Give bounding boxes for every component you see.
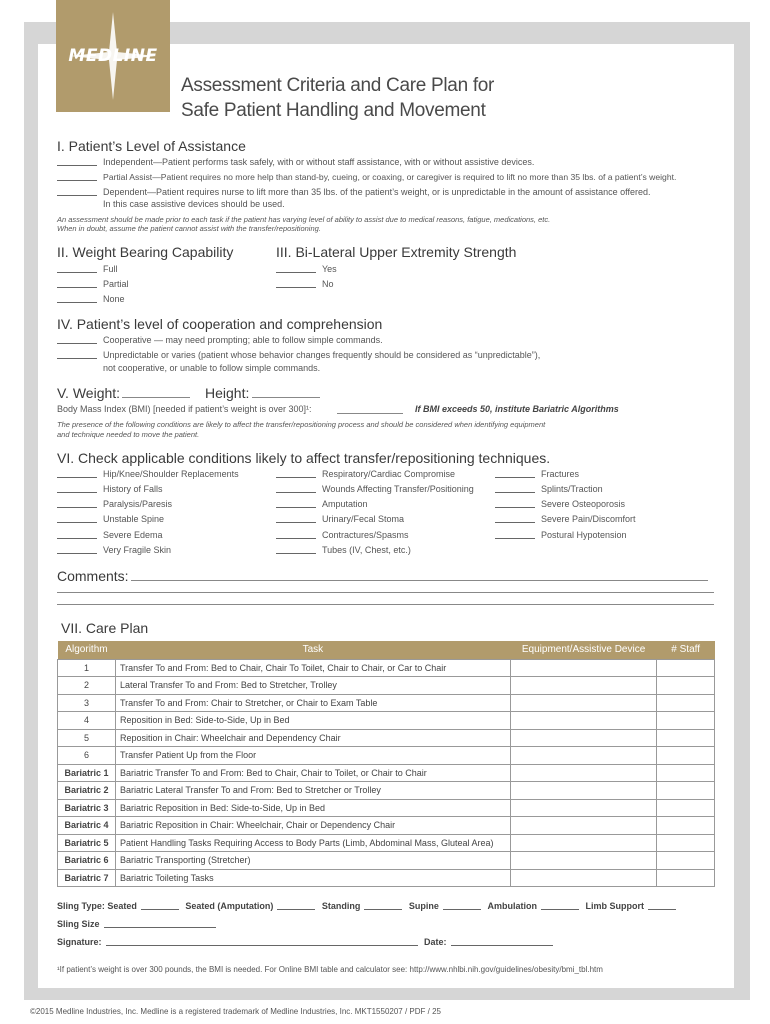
blank-line[interactable] bbox=[57, 165, 97, 166]
cond-falls bbox=[57, 484, 163, 494]
equipment-cell[interactable] bbox=[510, 694, 656, 712]
item-label: Tubes (IV, Chest, etc.) bbox=[322, 545, 411, 555]
task-cell: Bariatric Lateral Transfer To and From: Bed to Stretcher or Trolley bbox=[115, 782, 510, 800]
coop-cont: not cooperative, or unable to follow simple commands. bbox=[103, 363, 321, 373]
table-header-row bbox=[58, 641, 715, 659]
cond-spine bbox=[57, 514, 164, 524]
staff-cell[interactable] bbox=[657, 659, 715, 677]
item-label: Cooperative — may need prompting; able to follow simple commands. bbox=[103, 335, 383, 345]
task-cell: Bariatric Reposition in Chair: Wheelchair, Chair or Dependency Chair bbox=[115, 817, 510, 835]
height-field[interactable] bbox=[252, 397, 320, 398]
cond-splints bbox=[495, 484, 603, 494]
weight-full bbox=[57, 264, 118, 274]
blank-line[interactable] bbox=[57, 272, 97, 273]
table-row bbox=[58, 799, 715, 817]
form-title bbox=[181, 73, 494, 123]
staff-cell[interactable] bbox=[657, 799, 715, 817]
task-cell: Bariatric Transfer To and From: Bed to Chair, Chair to Toilet, or Chair to Chair bbox=[115, 764, 510, 782]
strength-yes bbox=[276, 264, 337, 274]
equipment-cell[interactable] bbox=[510, 712, 656, 730]
cond-contractures bbox=[276, 530, 409, 540]
care-plan-table bbox=[57, 641, 715, 887]
algorithm-cell: 1 bbox=[58, 659, 116, 677]
blank-line[interactable] bbox=[276, 553, 316, 554]
coop-unpredictable bbox=[57, 350, 540, 360]
header-algorithm: Algorithm bbox=[58, 641, 116, 659]
blank-line[interactable] bbox=[57, 195, 97, 196]
blank-line[interactable] bbox=[57, 492, 97, 493]
medline-logo bbox=[56, 0, 170, 112]
task-cell: Bariatric Toileting Tasks bbox=[115, 869, 510, 887]
item-label: Unstable Spine bbox=[103, 514, 165, 524]
blank-line[interactable] bbox=[276, 287, 316, 288]
weight-partial bbox=[57, 279, 129, 289]
table-row bbox=[58, 729, 715, 747]
item-label: Contractures/Spasms bbox=[322, 530, 409, 540]
staff-cell[interactable] bbox=[657, 677, 715, 695]
comments-line-2[interactable] bbox=[57, 592, 714, 593]
item-label: Partial bbox=[103, 279, 129, 289]
blank-line[interactable] bbox=[495, 538, 535, 539]
algorithm-cell: 4 bbox=[58, 712, 116, 730]
blank-line[interactable] bbox=[495, 492, 535, 493]
algorithm-cell: 5 bbox=[58, 729, 116, 747]
blank-line[interactable] bbox=[57, 553, 97, 554]
header-task: Task bbox=[115, 641, 510, 659]
comments-label: Comments: bbox=[57, 568, 129, 584]
cond-amputation bbox=[276, 499, 368, 509]
table-row bbox=[58, 869, 715, 887]
algorithm-cell: Bariatric 5 bbox=[58, 834, 116, 852]
blank-line[interactable] bbox=[57, 477, 97, 478]
blank-line[interactable] bbox=[276, 492, 316, 493]
sling-seated-amp-label: Seated (Amputation) bbox=[185, 901, 274, 911]
weight-label: V. Weight: bbox=[57, 385, 121, 401]
signature-label: Signature: bbox=[57, 937, 102, 947]
coop-cooperative bbox=[57, 335, 383, 345]
blank-line[interactable] bbox=[276, 477, 316, 478]
blank-line[interactable] bbox=[57, 507, 97, 508]
staff-cell[interactable] bbox=[657, 712, 715, 730]
equipment-cell[interactable] bbox=[510, 869, 656, 887]
signature-row bbox=[57, 937, 557, 947]
task-cell: Transfer To and From: Chair to Stretcher, or Chair to Exam Table bbox=[115, 694, 510, 712]
item-label: Hip/Knee/Shoulder Replacements bbox=[103, 469, 239, 479]
equipment-cell[interactable] bbox=[510, 834, 656, 852]
sling-ambulation-field[interactable] bbox=[541, 909, 579, 910]
signature-field[interactable] bbox=[106, 945, 418, 946]
bmi-note: If BMI exceeds 50, institute Bariatric Algorithms bbox=[415, 404, 619, 414]
cond-hip-knee bbox=[57, 469, 239, 479]
footnote: ¹If patient’s weight is over 300 pounds, the BMI is needed. For Online BMI table and calculator see: http://www.nhlbi.nih.gov/guidelines/obesity/bmi_tbl.htm bbox=[57, 965, 603, 974]
algorithm-cell: 2 bbox=[58, 677, 116, 695]
equipment-cell[interactable] bbox=[510, 852, 656, 870]
item-label: Paralysis/Paresis bbox=[103, 499, 173, 509]
item-label: Very Fragile Skin bbox=[103, 545, 172, 555]
algorithm-cell: Bariatric 7 bbox=[58, 869, 116, 887]
section-7-heading: VII. Care Plan bbox=[61, 620, 149, 636]
comments-line-1[interactable] bbox=[131, 580, 708, 581]
blank-line[interactable] bbox=[276, 522, 316, 523]
cond-stoma bbox=[276, 514, 404, 524]
equipment-cell[interactable] bbox=[510, 764, 656, 782]
staff-cell[interactable] bbox=[657, 764, 715, 782]
blank-line[interactable] bbox=[57, 522, 97, 523]
cond-osteoporosis bbox=[495, 499, 625, 509]
item-label: Severe Pain/Discomfort bbox=[541, 514, 636, 524]
item-label: Unpredictable or varies (patient whose behavior changes frequently should be considered as “unpredictable”), bbox=[103, 350, 541, 360]
bmi-label: Body Mass Index (BMI) [needed if patient’s weight is over 300]¹: bbox=[57, 404, 312, 414]
table-row bbox=[58, 764, 715, 782]
equipment-cell[interactable] bbox=[510, 799, 656, 817]
table-row bbox=[58, 694, 715, 712]
header-equipment: Equipment/Assistive Device bbox=[510, 641, 656, 659]
sling-type-row bbox=[57, 901, 680, 911]
item-label: Severe Osteoporosis bbox=[541, 499, 626, 509]
sling-seated-field[interactable] bbox=[141, 909, 179, 910]
sling-type-label: Sling Type: Seated bbox=[57, 901, 137, 911]
item-label: Amputation bbox=[322, 499, 368, 509]
table-row bbox=[58, 677, 715, 695]
item-label: Independent—Patient performs task safely, with or without staff assistance, with or without assistive devices. bbox=[103, 157, 535, 167]
item-label: History of Falls bbox=[103, 484, 163, 494]
algorithm-cell: 6 bbox=[58, 747, 116, 765]
algorithm-cell: 3 bbox=[58, 694, 116, 712]
item-label: Fractures bbox=[541, 469, 580, 479]
strength-no bbox=[276, 279, 334, 289]
copyright: ©2015 Medline Industries, Inc. Medline is a registered trademark of Medline Industries, Inc. MKT1550207 / PDF / 25 bbox=[30, 1007, 441, 1016]
cond-paralysis bbox=[57, 499, 172, 509]
equipment-cell[interactable] bbox=[510, 747, 656, 765]
cond-tubes bbox=[276, 545, 411, 555]
item-label: Respiratory/Cardiac Compromise bbox=[322, 469, 456, 479]
section-4-heading: IV. Patient’s level of cooperation and comprehension bbox=[57, 316, 383, 332]
equipment-cell[interactable] bbox=[510, 729, 656, 747]
algorithm-cell: Bariatric 6 bbox=[58, 852, 116, 870]
date-label: Date: bbox=[424, 937, 447, 947]
sling-seated-amp-field[interactable] bbox=[277, 909, 315, 910]
item-label: No bbox=[322, 279, 334, 289]
cond-fractures bbox=[495, 469, 579, 479]
table-row bbox=[58, 782, 715, 800]
equipment-cell[interactable] bbox=[510, 782, 656, 800]
sling-ambulation-label: Ambulation bbox=[487, 901, 537, 911]
cond-skin bbox=[57, 545, 171, 555]
blank-line[interactable] bbox=[57, 287, 97, 288]
blank-line[interactable] bbox=[57, 180, 97, 181]
blank-line[interactable] bbox=[495, 507, 535, 508]
weight-none bbox=[57, 294, 125, 304]
item-label: Yes bbox=[322, 264, 337, 274]
table-row bbox=[58, 747, 715, 765]
task-cell: Lateral Transfer To and From: Bed to Stretcher, Trolley bbox=[115, 677, 510, 695]
algorithm-cell: Bariatric 3 bbox=[58, 799, 116, 817]
table-row bbox=[58, 817, 715, 835]
item-label: Full bbox=[103, 264, 118, 274]
sling-standing-label: Standing bbox=[321, 901, 361, 911]
blank-line[interactable] bbox=[57, 302, 97, 303]
sling-supine-field[interactable] bbox=[443, 909, 481, 910]
section-3-heading: III. Bi-Lateral Upper Extremity Strength bbox=[276, 244, 517, 260]
item-label: Dependent—Patient requires nurse to lift more than 35 lbs. of the patient’s weight, or is unpredictable in the amount of assistance offered. bbox=[103, 187, 651, 197]
item-label: Splints/Traction bbox=[541, 484, 603, 494]
assist-dependent bbox=[57, 187, 651, 197]
height-label: Height: bbox=[205, 385, 250, 401]
title-line-1: Assessment Criteria and Care Plan for bbox=[181, 75, 495, 96]
item-label: Wounds Affecting Transfer/Positioning bbox=[322, 484, 474, 494]
blank-line[interactable] bbox=[57, 538, 97, 539]
algorithm-cell: Bariatric 4 bbox=[58, 817, 116, 835]
item-label: None bbox=[103, 294, 125, 304]
item-label: Postural Hypotension bbox=[541, 530, 627, 540]
algorithm-cell: Bariatric 1 bbox=[58, 764, 116, 782]
sling-size-row bbox=[57, 919, 220, 929]
staff-cell[interactable] bbox=[657, 817, 715, 835]
comments-line-3[interactable] bbox=[57, 604, 714, 605]
equipment-cell[interactable] bbox=[510, 677, 656, 695]
task-cell: Reposition in Bed: Side-to-Side, Up in Bed bbox=[115, 712, 510, 730]
staff-cell[interactable] bbox=[657, 852, 715, 870]
header-staff: # Staff bbox=[657, 641, 715, 659]
table-row bbox=[58, 712, 715, 730]
bmi-field[interactable] bbox=[337, 413, 403, 414]
algorithm-cell: Bariatric 2 bbox=[58, 782, 116, 800]
staff-cell[interactable] bbox=[657, 694, 715, 712]
table-row bbox=[58, 659, 715, 677]
blank-line[interactable] bbox=[57, 343, 97, 344]
cond-hypotension bbox=[495, 530, 627, 540]
item-label: Urinary/Fecal Stoma bbox=[322, 514, 405, 524]
staff-cell[interactable] bbox=[657, 869, 715, 887]
logo-text: MEDLINE bbox=[68, 46, 158, 66]
equipment-cell[interactable] bbox=[510, 817, 656, 835]
assist-independent bbox=[57, 157, 534, 167]
conditions-note-1: The presence of the following conditions are likely to affect the transfer/repositioning process and should be considered when identifying equipment bbox=[57, 420, 546, 429]
blank-line[interactable] bbox=[276, 538, 316, 539]
blank-line[interactable] bbox=[495, 477, 535, 478]
cond-pain bbox=[495, 514, 636, 524]
section-6-heading: VI. Check applicable conditions likely to affect transfer/repositioning techniques. bbox=[57, 450, 551, 466]
title-line-2: Safe Patient Handling and Movement bbox=[181, 100, 486, 121]
assessment-note-2: When in doubt, assume the patient cannot assist with the transfer/repositioning. bbox=[57, 224, 321, 233]
conditions-note-2: and technique needed to move the patient. bbox=[57, 430, 200, 439]
staff-cell[interactable] bbox=[657, 729, 715, 747]
equipment-cell[interactable] bbox=[510, 659, 656, 677]
sling-size-label: Sling Size bbox=[57, 919, 100, 929]
assist-dependent-cont: In this case assistive devices should be used. bbox=[103, 199, 285, 209]
task-cell: Bariatric Reposition in Bed: Side-to-Side, Up in Bed bbox=[115, 799, 510, 817]
blank-line[interactable] bbox=[57, 358, 97, 359]
task-cell: Reposition in Chair: Wheelchair and Dependency Chair bbox=[115, 729, 510, 747]
sling-limb-field[interactable] bbox=[648, 909, 676, 910]
staff-cell[interactable] bbox=[657, 747, 715, 765]
staff-cell[interactable] bbox=[657, 834, 715, 852]
task-cell: Transfer To and From: Bed to Chair, Chair To Toilet, Chair to Chair, or Car to Chair bbox=[115, 659, 510, 677]
staff-cell[interactable] bbox=[657, 782, 715, 800]
blank-line[interactable] bbox=[495, 522, 535, 523]
table-row bbox=[58, 834, 715, 852]
cond-wounds bbox=[276, 484, 474, 494]
cond-edema bbox=[57, 530, 163, 540]
section-1-heading: I. Patient’s Level of Assistance bbox=[57, 138, 246, 154]
item-label: Partial Assist—Patient requires no more help than stand-by, cueing, or coaxing, or caregiver is required to lift no more than 35 lbs. of a patient’s weight. bbox=[103, 172, 677, 182]
task-cell: Transfer Patient Up from the Floor bbox=[115, 747, 510, 765]
sling-standing-field[interactable] bbox=[364, 909, 402, 910]
date-field[interactable] bbox=[451, 945, 553, 946]
sling-supine-label: Supine bbox=[408, 901, 439, 911]
assist-partial bbox=[57, 172, 676, 182]
weight-field[interactable] bbox=[122, 397, 190, 398]
cond-respiratory bbox=[276, 469, 455, 479]
item-label: Severe Edema bbox=[103, 530, 163, 540]
sling-limb-label: Limb Support bbox=[585, 901, 644, 911]
sling-size-field[interactable] bbox=[104, 927, 216, 928]
table-row bbox=[58, 852, 715, 870]
task-cell: Patient Handling Tasks Requiring Access to Body Parts (Limb, Abdominal Mass, Gluteal Area) bbox=[115, 834, 510, 852]
task-cell: Bariatric Transporting (Stretcher) bbox=[115, 852, 510, 870]
blank-line[interactable] bbox=[276, 507, 316, 508]
blank-line[interactable] bbox=[276, 272, 316, 273]
assessment-note-1: An assessment should be made prior to each task if the patient has varying level of ability to assist due to medical reasons, fatigue, medications, etc. bbox=[57, 215, 551, 224]
section-2-heading: II. Weight Bearing Capability bbox=[57, 244, 234, 260]
